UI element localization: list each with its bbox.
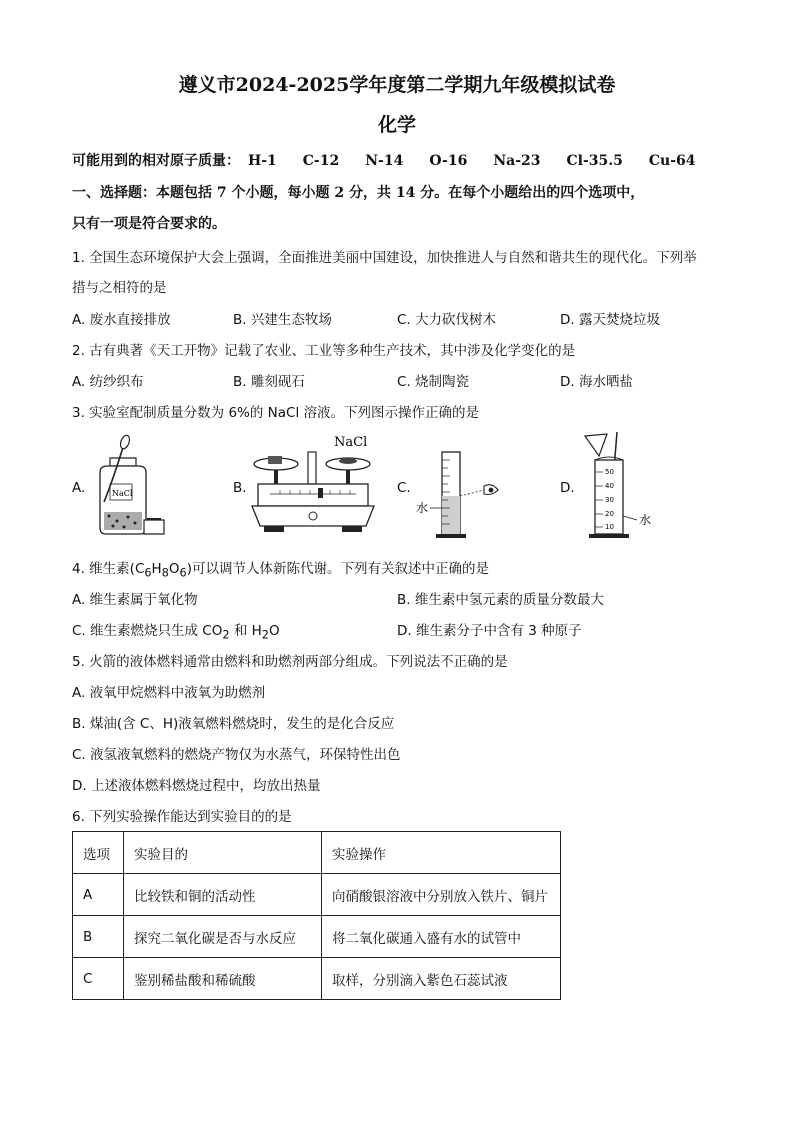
mass-item: Na-23 xyxy=(493,153,541,169)
q4-stem xyxy=(72,557,489,580)
mass-item: H-1 xyxy=(248,153,277,169)
atomic-masses xyxy=(72,150,722,170)
q4-sub-c: 6 xyxy=(144,566,152,580)
q4-stem-pre: 4. 维生素(C xyxy=(72,561,145,577)
q2-option-d: D. 海水晒盐 xyxy=(560,374,633,390)
q3-option-c-label: C. xyxy=(397,480,411,496)
q2-option-b: B. 雕刻砚石 xyxy=(233,374,305,390)
mass-item: N-14 xyxy=(365,153,404,169)
balance-nacl-label: NaCl xyxy=(334,435,368,450)
table-header-row xyxy=(73,832,561,874)
mass-item: O-16 xyxy=(429,153,468,169)
q1-option-b: B. 兴建生态牧场 xyxy=(233,312,332,328)
table-row xyxy=(73,958,561,1000)
q4-c-post: O xyxy=(268,623,280,639)
table-cell: 取样，分别滴入紫色石蕊试液 xyxy=(322,958,561,1000)
q1-stem-line1: 1. 全国生态环境保护大会上强调，全面推进美丽中国建设，加快推进人与自然和谐共生的现代化。下列举 xyxy=(72,250,697,266)
q5-option-d: D. 上述液体燃料燃烧过程中，均放出热量 xyxy=(72,778,321,794)
table-cell: A xyxy=(73,874,124,916)
exam-title: 遵义市2024-2025学年度第二学期九年级模拟试卷 xyxy=(178,74,616,96)
water-label-c: 水 xyxy=(416,501,429,515)
q4-stem-post: )可以调节人体新陈代谢。下列有关叙述中正确的是 xyxy=(186,561,489,577)
q4-option-c xyxy=(72,619,280,642)
q4-c-sub: 2 xyxy=(222,628,230,642)
q1-option-a: A. 废水直接排放 xyxy=(72,312,171,328)
q5-option-c: C. 液氢液氧燃料的燃烧产物仅为水蒸气，环保特性出色 xyxy=(72,747,401,763)
section-heading-line1: 一、选择题：本题包括 7 个小题，每小题 2 分，共 14 分。在每个小题给出的四个选项中， xyxy=(72,185,645,201)
q3-option-d-label: D. xyxy=(560,480,575,496)
table-cell: 比较铁和铜的活动性 xyxy=(124,874,322,916)
mass-item: Cl-35.5 xyxy=(566,153,623,169)
q5-option-a: A. 液氧甲烷燃料中液氧为助燃剂 xyxy=(72,685,266,701)
table-header-cell: 实验操作 xyxy=(322,832,561,874)
q2-option-c: C. 烧制陶瓷 xyxy=(397,374,470,390)
cyl-mark: 30 xyxy=(605,496,614,504)
q4-c-sub: 2 xyxy=(261,628,269,642)
q3-jar-figure xyxy=(84,432,184,542)
q2-option-a: A. 纺纱织布 xyxy=(72,374,144,390)
table-cell: 将二氧化碳通入盛有水的试管中 xyxy=(322,916,561,958)
table-row xyxy=(73,874,561,916)
cyl-mark: 40 xyxy=(605,482,614,490)
q4-option-a: A. 维生素属于氧化物 xyxy=(72,592,198,608)
table-cell: 鉴别稀盐酸和稀硫酸 xyxy=(124,958,322,1000)
section-heading-line2: 只有一项是符合要求的。 xyxy=(72,216,226,232)
q3-cylinder-figure-d xyxy=(575,432,675,542)
table-cell: C xyxy=(73,958,124,1000)
mass-item: Cu-64 xyxy=(648,153,696,169)
q1-stem-line2: 措与之相符的是 xyxy=(72,280,167,296)
q4-o: O xyxy=(168,561,180,577)
table-cell: 向硝酸银溶液中分别放入铁片、铜片 xyxy=(322,874,561,916)
jar-label: NaCl xyxy=(112,489,133,498)
q6-table xyxy=(72,831,561,1000)
q3-cylinder-figure-c xyxy=(412,432,512,542)
q4-sub-o: 6 xyxy=(179,566,187,580)
cyl-mark: 50 xyxy=(605,468,614,476)
q3-option-b-label: B. xyxy=(233,480,247,496)
q4-c-pre: C. 维生素燃烧只生成 CO xyxy=(72,623,223,639)
atomic-masses-label: 可能用到的相对原子质量： xyxy=(72,153,240,169)
q3-balance-figure xyxy=(250,432,380,542)
q5-stem: 5. 火箭的液体燃料通常由燃料和助燃剂两部分组成。下列说法不正确的是 xyxy=(72,654,508,670)
table-header-cell: 实验目的 xyxy=(124,832,322,874)
q1-option-c: C. 大力砍伐树木 xyxy=(397,312,497,328)
q2-stem: 2. 古有典著《天工开物》记载了农业、工业等多种生产技术，其中涉及化学变化的是 xyxy=(72,343,576,359)
q6-stem: 6. 下列实验操作能达到实验目的的是 xyxy=(72,809,292,825)
q4-h: H xyxy=(151,561,162,577)
q3-option-a-label: A. xyxy=(72,480,86,496)
cyl-mark: 20 xyxy=(605,510,614,518)
table-cell: B xyxy=(73,916,124,958)
q4-sub-h: 8 xyxy=(161,566,169,580)
subject-title: 化学 xyxy=(377,114,416,136)
table-row xyxy=(73,916,561,958)
table-header-cell: 选项 xyxy=(73,832,124,874)
q1-option-d: D. 露天焚烧垃圾 xyxy=(560,312,660,328)
table-cell: 探究二氧化碳是否与水反应 xyxy=(124,916,322,958)
q5-option-b: B. 煤油(含 C、H)液氧燃料燃烧时，发生的是化合反应 xyxy=(72,716,395,732)
water-label-d: 水 xyxy=(639,513,652,527)
q4-option-b: B. 维生素中氢元素的质量分数最大 xyxy=(397,592,604,608)
q4-c-mid: 和 H xyxy=(229,623,262,639)
cyl-mark: 10 xyxy=(605,523,614,531)
q3-stem: 3. 实验室配制质量分数为 6%的 NaCl 溶液。下列图示操作正确的是 xyxy=(72,405,480,421)
mass-item: C-12 xyxy=(302,153,340,169)
q4-option-d: D. 维生素分子中含有 3 种原子 xyxy=(397,623,582,639)
